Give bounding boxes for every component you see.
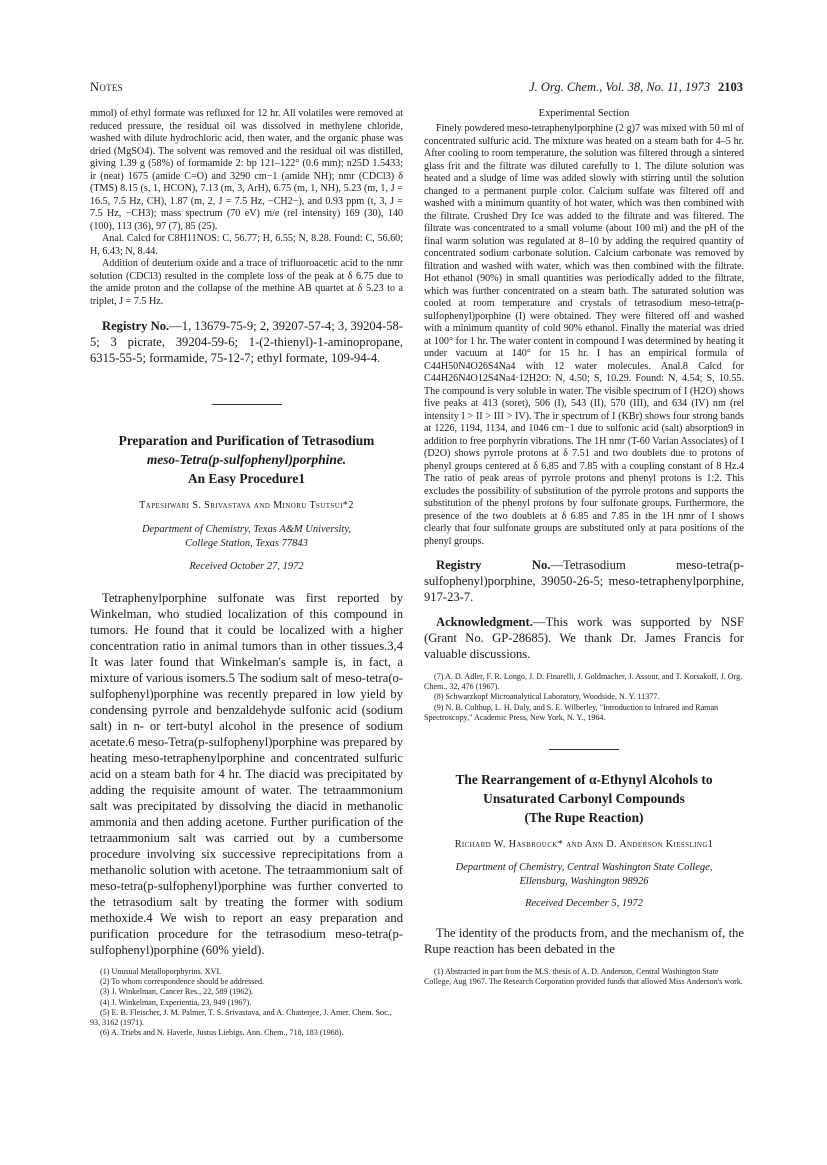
journal-citation: J. Org. Chem., Vol. 38, No. 11, 1973 [529,80,710,94]
article2-body: The identity of the products from, and the mechanism of, the Rupe reaction has been debated in the [424,926,744,957]
article-title-line-3: An Easy Procedure1 [187,471,306,486]
article2-received-date: Received December 5, 1972 [525,898,643,910]
article2-title-line-1: The Rearrangement of α-Ethynyl Alcohols to [455,772,713,788]
affiliation-line-2: College Station, Texas 77843 [185,537,308,549]
registry-paragraph [90,318,403,366]
analysis-paragraph: Anal. Calcd for C8H11NOS: C, 56.77; H, 6.55; N, 8.28. Found: C, 56.60; H, 6.43; N, 8.44. [90,233,403,257]
footnote: (3) J. Winkelman, Cancer Res., 22, 589 (1962). [100,987,254,997]
article2-footnote: (1) Abstracted in part from the M.S. thesis of A. D. Anderson, Central Washington State College, Aug 1967. The Research Corporation provided funds that allowed Miss Anderson's work. [424,967,743,987]
affiliation-line-1: Department of Chemistry, Texas A&M University, [141,524,352,535]
deuterium-paragraph: Addition of deuterium oxide and a trace of trifluoroacetic acid to the nmr solution (CDCl3) resulted in the complete loss of the peak at δ 6.75 due to the amide proton and the collapse of the methine AB quartet at δ 5.23 to a triplet, J = 7.5 Hz. [90,258,403,307]
footnote: (7) A. D. Adler, F. R. Longo, J. D. Finarelli, J. Goldmacher, J. Assour, and T. Korsakoff, J. Org. Chem., 32, 476 (1967). [424,672,743,692]
registry-text: —1, 13679-75-9; 2, 39207-57-4; 3, 39204-58-5; 3 picrate, 39204-59-6; 1-(2-thienyl)-1-aminopropane, 6315-55-5; formamide, 75-12-7; ethyl formate, 109-94-4. [90,319,403,365]
left-column [90,108,403,1038]
article-title-line-2: meso-Tetra(p-sulfophenyl)porphine. [146,452,347,467]
acknowledgment-paragraph [424,614,744,662]
article2-affiliation-line-2: Ellensburg, Washington 98926 [519,875,649,887]
footnote: (2) To whom correspondence should be addressed. [100,977,265,987]
footnote: (5) E. B. Fleischer, J. M. Palmer, T. S. Srivastava, and A. Chatterjee, J. Amer. Chem. Soc., 93, 3162 (1971). [90,1007,392,1028]
acknowledgment-text: —This work was supported by NSF (Grant No. GP-28685). We thank Dr. James Francis for valuable discussions. [424,615,744,661]
running-head-journal [529,80,743,95]
article-body: Tetraphenylporphine sulfonate was first reported by Winkelman, who studied localization of this compound in tumors. He found that it could be localized with a higher concentration ratio in animal tumors than in other tissues.3,4 It was later found that Winkelman's sample is, in fact, a mixture of various isomers.5 The sodium salt of meso-tetra(o-sulfophenyl)porphine was recently prepared in low yield by condensing pyrrole and benzaldehyde sulfonic acid (sodium salt) in n- or tert-butyl alcohol in the presence of sodium acetate.6 meso-Tetra(p-sulfophenyl)porphine was prepared by heating meso-tetraphenylporphine and concentrated sulfuric acid on a steam bath for 4 hr. The diacid was precipitated by adding the requisite amount of water. The tetraammonium salt was precipitated by dissolving the diacid in methanolic ammonia and then adding acetone. Further purification of the tetraammonium salt was carried out by a cumbersome procedure involving six successive reprecipitations from a methanolic solution with acetone. The tetraammonium salt of meso-tetra(p-sulfophenyl)porphine was further converted to the tetrasodium salt by treating the former with sodium methoxide.4 We wish to report an easy preparation and purification procedure for the tetrasodium meso-tetra(p-sulfophenyl)porphine (60% yield). [90,591,403,957]
running-head-section: Notes [90,80,124,94]
footnote: (8) Schwarzkopf Microanalytical Laboratory, Woodside, N. Y. 11377. [434,692,660,702]
article-divider [212,404,282,405]
right-column [424,108,744,987]
experimental-section-title: Experimental Section [538,108,630,119]
article-authors: Tapeshwari S. Srivastava and Minoru Tsutsui*2 [139,500,354,511]
registry-paragraph-right [424,557,744,605]
article2-authors: Richard W. Hasbrouck* and Ann D. Anderson Kiessling1 [454,839,714,851]
footnotes-right [424,672,744,723]
acknowledgment-lead: Acknowledgment. [436,615,533,629]
registry-lead: Registry No. [102,319,170,333]
footnote: (1) Unusual Metalloporphyrins. XVI. [100,967,222,976]
received-date: Received October 27, 1972 [189,561,304,572]
footnote: (4) J. Winkelman, Experientia, 23, 949 (1967). [100,997,252,1007]
article-title-line-1: Preparation and Purification of Tetrasodium [118,433,375,448]
footnotes-left [90,967,403,1038]
prev-article-paragraph: mmol) of ethyl formate was refluxed for 12 hr. All volatiles were removed at reduced pressure, the residual oil was dissolved in methylene chloride, washed with dilute hydrochloric acid, then water, and the organic phase was dried (MgSO4). The solvent was removed and the residual oil was distilled, giving 1.39 g (58%) of formamide 2: bp 121–122° (0.6 mm); n25D 1.5433; ir (neat) 1675 (amide C=O) and 3290 cm−1 (amide NH); nmr (CDCl3) δ (TMS) 8.15 (s, 1, HCON), 7.13 (m, 3, ArH), 6.75 (m, 1, NH), 5.23 (m, 1, J = 16.5, 7.5 Hz, CH), 1.87 (m, 2, J = 7.5 Hz, −CH2−), and 0.93 ppm (t, 3, J = 7.5 Hz, −CH3); mass spectrum (70 eV) m/e (rel intensity) 169 (30), 140 (100), 113 (36), 97 (7), 85 (25). [90,108,403,232]
article2-affiliation-line-1: Department of Chemistry, Central Washington State College, [455,862,713,874]
registry-text-right: —Tetrasodium meso-tetra(p-sulfophenyl)porphine, 39050-26-5; meso-tetraphenylporphine, 917-23-7. [424,558,744,604]
footnote: (6) A. Triebs and N. Haverle, Justus Liebigs. Ann. Chem., 718, 183 (1968). [100,1028,344,1038]
page-number: 2103 [718,80,743,94]
registry-lead-right: Registry No. [436,558,551,572]
article2-title-line-2: Unsaturated Carbonyl Compounds [483,791,685,807]
experimental-paragraph: Finely powdered meso-tetraphenylporphine (2 g)7 was mixed with 50 ml of concentrated sulfuric acid. The mixture was heated on a steam bath for 4–5 hr. After cooling to room temperature, the solution was filtered through a sintered glass frit and the filtrate was diluted carefully to 1. The dilute solution was heated and a sludge of lime was added slowly with stirring until the solution changed to a permanent purple color. Calcium sulfate was filtered off and washed with a minimum quantity of hot water, which was then combined with the filtrate. Crushed Dry Ice was added to the filtrate and was filtered. The filtrate was concentrated to a small volume (about 100 ml) and the pH of the final warm solution was regulated at 8–10 by adding the required quantity of concentrated sodium carbonate solution. Calcium carbonate was removed by filtration and washed with water, which was then combined with the filtrate. Hot ethanol (90%) in small quantities was periodically added to the filtrate, which was further concentrated on a steam bath. The saturated solution was cooled at room temperature and crystals of tetrasodium meso-tetra(p-sulfophenyl)porphine (I) were obtained. They were filtered off and washed with a minimum quantity of cold 90% ethanol. Finally the material was dried at 100° for 1 hr. The water content in compound I was determined by heating it under vacuum at 140° for 15 hr. I has an empirical formula of C44H50N4O26S4Na4 with 12 water molecules. Anal.8 Calcd for C44H26N4O12S4Na4·12H2O: N, 4.50; S, 10.29. Found: N, 4.54; S, 10.55. The compound is very soluble in water. The visible spectrum of I (H2O) shows five peaks at 413 (soret), 506 (I), 543 (II), 570 (III), and 634 (IV) nm (rel intensity I > II > III > IV). The ir spectrum of I (KBr) shows four strong bands at 1226, 1194, 1134, and 1046 cm−1 due to sulfonic acid (salt) absorption9 in addition to free porphyrin vibrations. The 1H nmr (T-60 Varian Associates) of I (D2O) shows pyrrole protons at δ 7.51 and two doublets due to protons of phenyl groups centered at δ 6.85 and 7.85 with a coupling constant of 8 Hz.4 The ratio of peak areas of pyrrole protons and phenyl protons is 1:2. This excludes the possibility of substitution of the pyrrole protons and supports the substitution of the phenyl protons by four sulfonate groups. Furthermore, the presence of the two doublets at δ 6.85 and 7.85 in the 1H nmr of I shows clearly that four sulfonate groups are substituted only at para positions of the phenyl groups. [424,123,744,547]
footnote: (9) N. B. Colthup, L. H. Daly, and S. E. Wilberley, "Introduction to Infrared and Raman Spectroscopy," Academic Press, New York, N. Y., 1964. [424,702,719,722]
article2-title-line-3: (The Rupe Reaction) [524,810,644,826]
article-divider-right [549,749,619,750]
